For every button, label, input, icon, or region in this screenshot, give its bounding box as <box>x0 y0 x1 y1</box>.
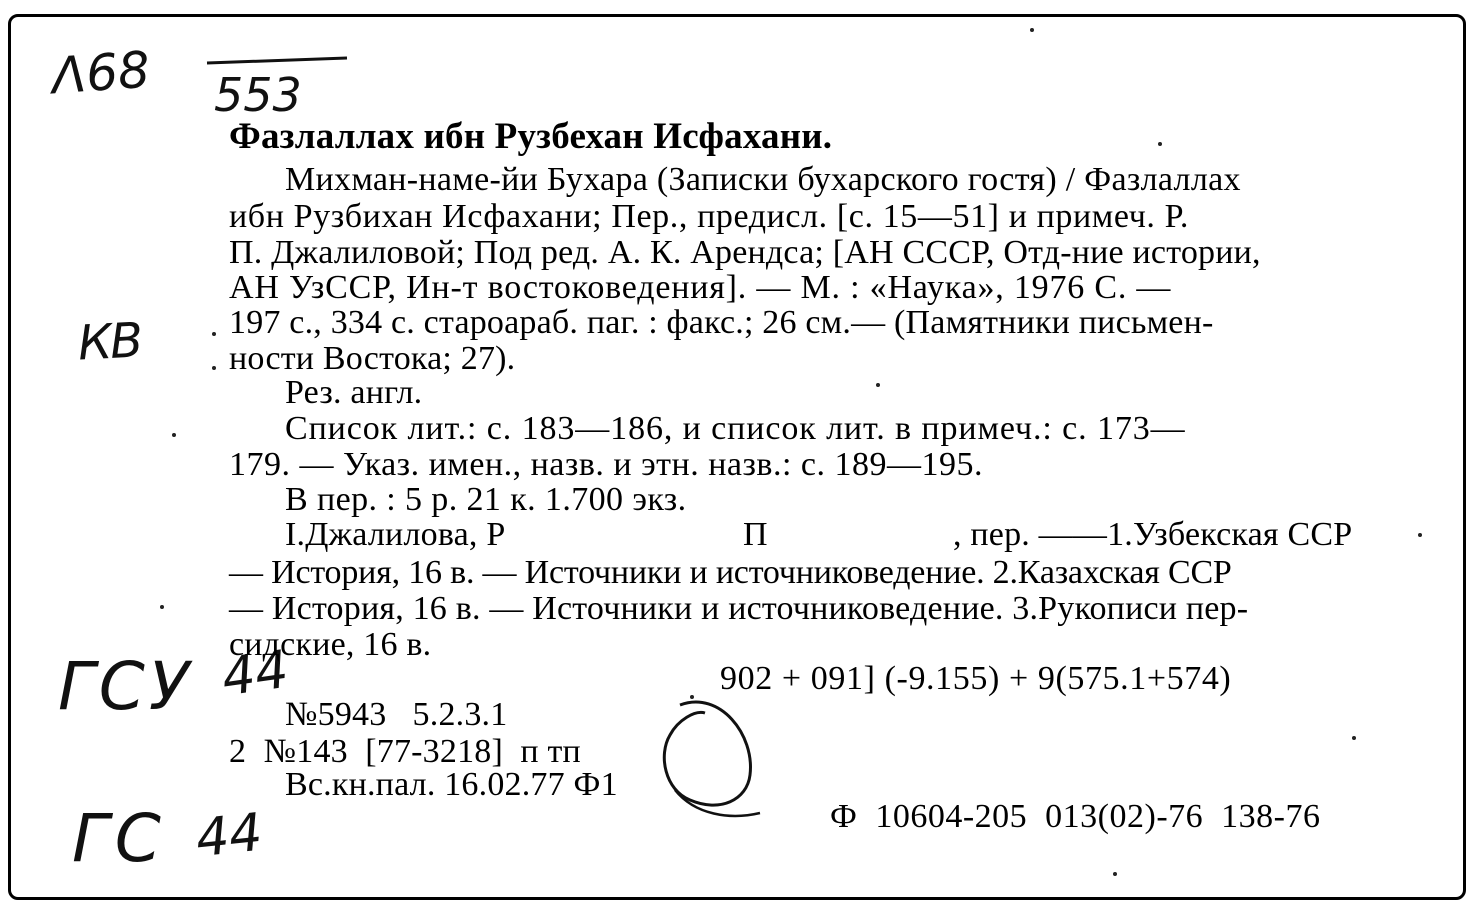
description-line-2: ибн Рузбихан Исфахани; Пер., предисл. [с. 15—51] и примеч. Р. <box>229 198 1189 235</box>
handwritten-shelfmark: Λ68 <box>50 40 152 106</box>
speck <box>1352 736 1356 740</box>
chamber-line: Вс.кн.пал. 16.02.77 Ф1 <box>285 766 618 803</box>
speck <box>212 366 216 370</box>
speck <box>160 605 164 609</box>
author-heading: Фазлаллах ибн Рузбехан Исфахани. <box>229 116 833 157</box>
tracing-subject-1: , пер. ——1.Узбекская ССР <box>953 516 1353 553</box>
record-number: №5943 5.2.3.1 <box>285 696 508 733</box>
hand-drawn-circle <box>650 695 780 830</box>
handwritten-code-gs-number: 44 <box>193 802 266 870</box>
note-resume: Рез. англ. <box>285 374 423 411</box>
bibliography-line-2: 179. — Указ. имен., назв. и этн. назв.: с. 189—195. <box>229 446 984 483</box>
speck <box>1030 28 1034 32</box>
description-line-5: 197 с., 334 с. староараб. паг. : факс.; 26 см.— (Памятники письмен- <box>229 304 1214 341</box>
speck <box>1418 533 1422 537</box>
handwritten-number: 553 <box>214 68 302 122</box>
speck <box>1113 872 1117 876</box>
tracing-initial: П <box>743 516 768 553</box>
classification: 902 + 091] (-9.155) + 9(575.1+574) <box>720 660 1232 697</box>
subject-line-1: — История, 16 в. — Источники и источниковедение. 2.Казахская ССР <box>229 554 1232 591</box>
tracing-name: I.Джалилова, Р <box>285 516 506 553</box>
order-line: 2 №143 [77-3218] п тп <box>229 733 581 770</box>
description-line-3: П. Джалиловой; Под ред. А. К. Арендса; [АН СССР, Отд-ние истории, <box>229 234 1261 271</box>
handwritten-code-gs: ГС <box>72 800 167 877</box>
description-line-6: ности Востока; 27). <box>229 340 516 377</box>
handwritten-code-gsu-number: 44 <box>218 639 293 709</box>
description-line-4: АН УзССР, Ин-т востоковедения]. — М. : «Наука», 1976 С. — <box>229 269 1172 306</box>
subject-line-2: — История, 16 в. — Источники и источниковедение. 3.Рукописи пер- <box>229 590 1249 627</box>
bibliography-line-1: Список лит.: с. 183—186, и список лит. в примеч.: с. 173— <box>285 410 1186 447</box>
speck <box>690 695 694 699</box>
catalog-code: Ф 10604-205 013(02)-76 138-76 <box>830 798 1321 835</box>
speck <box>876 383 880 387</box>
number-overline <box>205 55 355 67</box>
price-line: В пер. : 5 р. 21 к. 1.700 экз. <box>285 481 687 518</box>
speck <box>172 433 176 437</box>
description-line-1: Михман-наме-йи Бухара (Записки бухарского гостя) / Фазлаллах <box>285 161 1241 198</box>
handwritten-side-mark: КВ <box>76 312 143 372</box>
speck <box>212 332 216 336</box>
subject-line-3: сидские, 16 в. <box>229 626 432 663</box>
handwritten-code-gsu: ГСУ <box>58 648 194 725</box>
speck <box>1158 142 1162 146</box>
